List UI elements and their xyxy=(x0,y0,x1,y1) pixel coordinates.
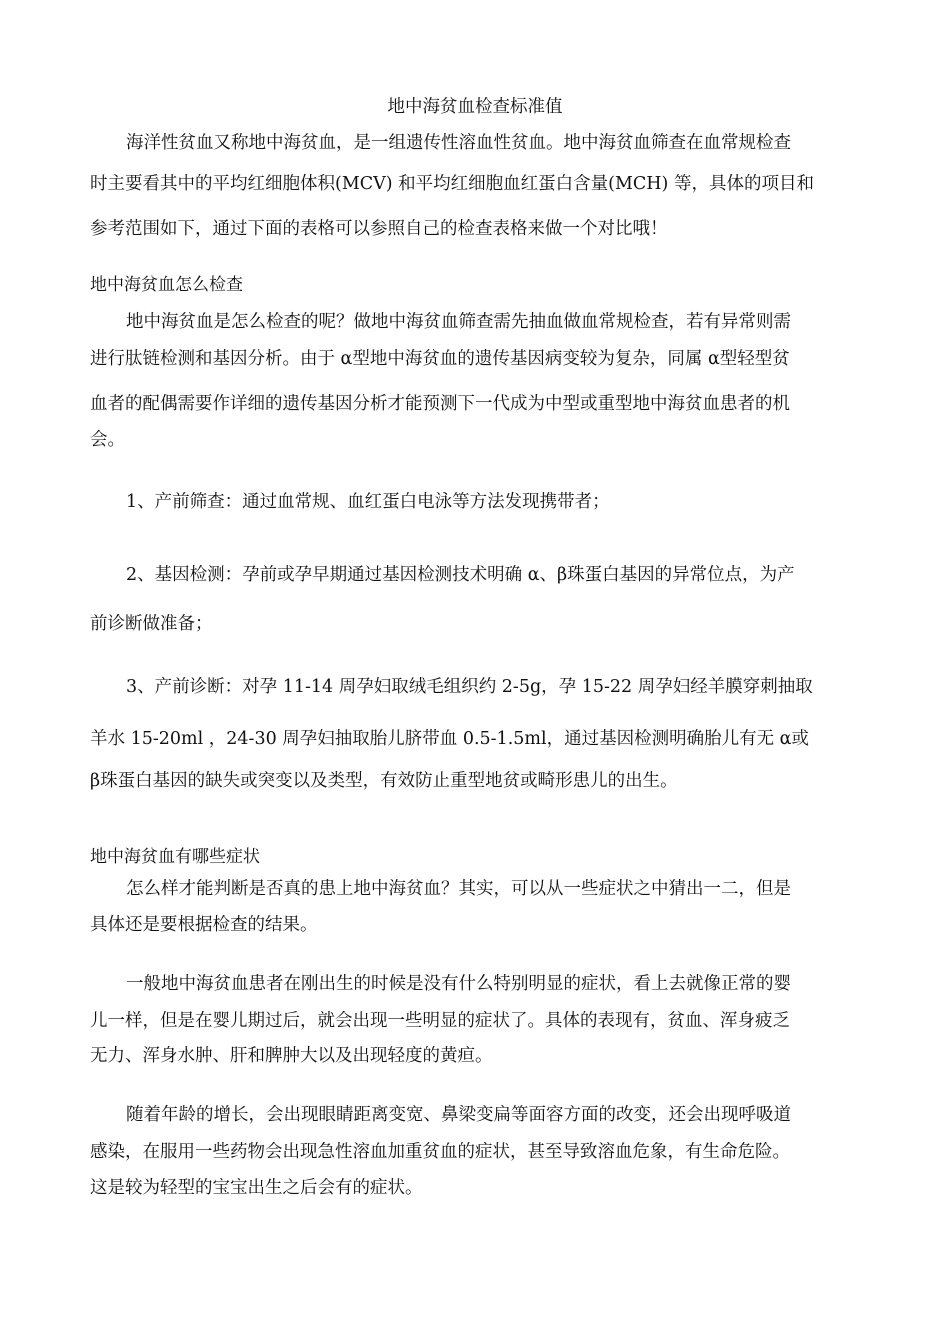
section1-para-line: 地中海贫血是怎么检查的呢？做地中海贫血筛查需先抽血做血常规检查，若有异常则需 xyxy=(126,312,791,332)
section2-para-line: 感染，在服用一些药物会出现急性溶血加重贫血的症状，甚至导致溶血危象，有生命危险。 xyxy=(90,1142,790,1162)
section-heading: 地中海贫血怎么检查 xyxy=(90,275,243,295)
section2-para-line: 无力、浑身水肿、肝和脾肿大以及出现轻度的黄疸。 xyxy=(90,1046,493,1066)
list-item-screening: 1、产前筛查：通过血常规、血红蛋白电泳等方法发现携带者； xyxy=(126,492,610,512)
section2-para-line: 具体还是要根据检查的结果。 xyxy=(90,915,318,935)
intro-line: 海洋性贫血又称地中海贫血，是一组遗传性溶血性贫血。地中海贫血筛查在血常规检查 xyxy=(126,133,791,153)
section2-para-line: 这是较为轻型的宝宝出生之后会有的症状。 xyxy=(90,1178,423,1198)
document-title: 地中海贫血检查标准值 xyxy=(387,97,563,117)
list-item-gene-test: 2、基因检测：孕前或孕早期通过基因检测技术明确 α、β珠蛋白基因的异常位点，为产 xyxy=(126,565,795,585)
section-heading: 地中海贫血有哪些症状 xyxy=(90,847,260,867)
list-item-prenatal-diagnosis-cont: 羊水 15-20ml ，24-30 周孕妇抽取胎儿脐带血 0.5-1.5ml，通过基因检测明确胎儿有无 α或 xyxy=(90,729,809,749)
section2-para-line: 怎么样才能判断是否真的患上地中海贫血？其实，可以从一些症状之中猜出一二，但是 xyxy=(126,879,791,899)
list-item-gene-test-cont: 前诊断做准备； xyxy=(90,614,213,634)
list-item-prenatal-diagnosis-cont: β珠蛋白基因的缺失或突变以及类型，有效防止重型地贫或畸形患儿的出生。 xyxy=(90,771,678,791)
section2-para-line: 一般地中海贫血患者在刚出生的时候是没有什么特别明显的症状，看上去就像正常的婴 xyxy=(126,974,791,994)
intro-line: 时主要看其中的平均红细胞体积(MCV) 和平均红细胞血红蛋白含量(MCH) 等，具体的项目和 xyxy=(90,174,814,194)
section2-para-line: 随着年龄的增长，会出现眼睛距离变宽、鼻梁变扁等面容方面的改变，还会出现呼吸道 xyxy=(126,1105,791,1125)
section1-para-line: 会。 xyxy=(90,430,125,450)
intro-line: 参考范围如下，通过下面的表格可以参照自己的检查表格来做一个对比哦！ xyxy=(90,219,668,239)
section1-para-line: 进行肽链检测和基因分析。由于 α型地中海贫血的遗传基因病变较为复杂，同属 α型轻型贫 xyxy=(90,349,790,369)
section1-para-line: 血者的配偶需要作详细的遗传基因分析才能预测下一代成为中型或重型地中海贫血患者的机 xyxy=(90,394,790,414)
list-item-prenatal-diagnosis: 3、产前诊断：对孕 11-14 周孕妇取绒毛组织约 2-5g，孕 15-22 周孕妇经羊膜穿刺抽取 xyxy=(126,677,813,697)
section2-para-line: 儿一样，但是在婴儿期过后，就会出现一些明显的症状了。具体的表现有，贫血、浑身疲乏 xyxy=(90,1011,790,1031)
